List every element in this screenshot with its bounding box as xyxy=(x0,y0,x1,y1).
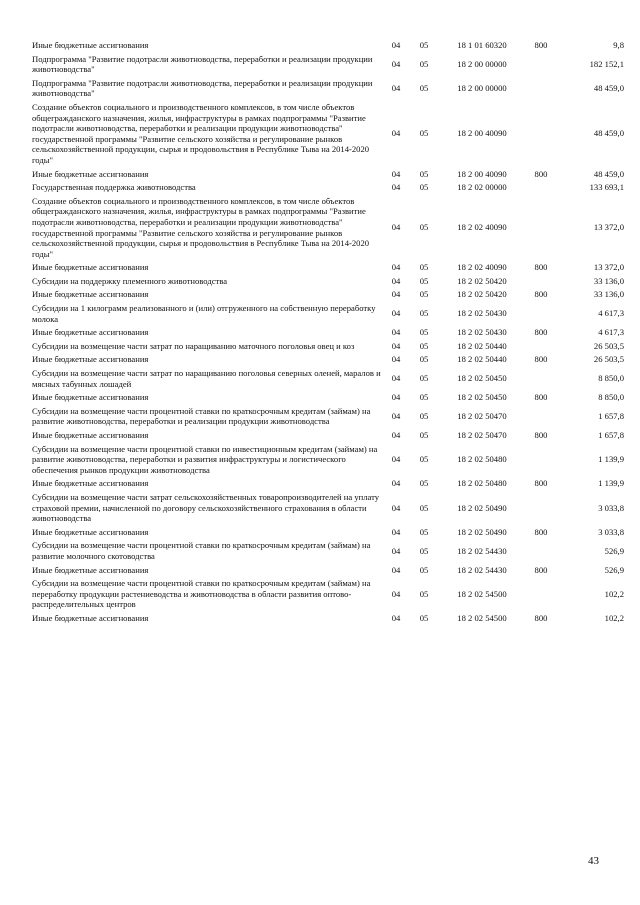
amount: 1 139,9 xyxy=(598,478,624,489)
subsection-code: 05 xyxy=(419,308,429,319)
table-row xyxy=(32,441,624,476)
section-code: 04 xyxy=(391,411,401,422)
table-row xyxy=(32,610,624,624)
amount: 4 617,3 xyxy=(598,327,624,338)
target-article-code: 18 2 02 54430 xyxy=(457,564,507,575)
section-code: 04 xyxy=(391,612,401,623)
expense-type-code xyxy=(526,537,556,561)
row-name: Государственная поддержка животноводства xyxy=(32,182,196,193)
table-row xyxy=(32,40,624,51)
row-name: Иные бюджетные ассигнования xyxy=(32,478,149,489)
amount: 9,8 xyxy=(613,40,624,50)
target-article-code: 18 2 02 50470 xyxy=(457,411,507,422)
amount: 26 503,5 xyxy=(593,354,624,365)
target-article-code: 18 2 02 54500 xyxy=(457,612,507,623)
table-row xyxy=(32,365,624,389)
target-article-code: 18 2 02 40090 xyxy=(457,222,507,233)
subsection-code: 05 xyxy=(419,128,429,139)
table-row xyxy=(32,273,624,287)
subsection-code: 05 xyxy=(419,612,429,623)
section-code: 04 xyxy=(391,275,401,286)
section-code: 04 xyxy=(391,128,401,139)
subsection-code: 05 xyxy=(419,588,429,599)
section-code: 04 xyxy=(391,262,401,273)
target-article-code: 18 2 02 50420 xyxy=(457,275,507,286)
subsection-code: 05 xyxy=(419,275,429,286)
section-code: 04 xyxy=(391,354,401,365)
section-code: 04 xyxy=(391,58,401,69)
row-name: Субсидии на возмещение части процентной ставки по краткосрочным кредитам (займам) на развитие животноводства, переработки и реализации продукции животноводства xyxy=(32,405,371,427)
table-row xyxy=(32,179,624,193)
subsection-code: 05 xyxy=(419,262,429,273)
target-article-code: 18 2 02 40090 xyxy=(457,262,507,273)
expense-type-code xyxy=(526,273,556,287)
target-article-code: 18 1 01 60320 xyxy=(457,40,507,50)
expense-type-code: 800 xyxy=(534,478,548,489)
amount: 4 617,3 xyxy=(598,308,624,319)
row-name: Иные бюджетные ассигнования xyxy=(32,392,149,403)
amount: 102,2 xyxy=(604,612,624,623)
row-name: Субсидии на 1 килограмм реализованного и (или) отгруженного на собственную переработку молока xyxy=(32,303,376,324)
section-code: 04 xyxy=(391,83,401,94)
subsection-code: 05 xyxy=(419,430,429,440)
row-name: Создание объектов социального и производственного комплексов, в том числе объектов общегражданского назначения, жилья, инфраструктуры в рамках подпрограммы "Развитие подотрасли животноводства, переработки и реализации продукции животноводства" государственной программы "Развитие сельского хозяйства и регулирование рынков сельскохозяйственной продукции, сырья и продовольствия в Республике Тыва на 2014-2020 годы" xyxy=(32,195,370,259)
amount: 48 459,0 xyxy=(593,128,624,139)
section-code: 04 xyxy=(391,222,401,233)
target-article-code: 18 2 02 50490 xyxy=(457,526,507,537)
row-name: Субсидии на возмещение части процентной ставки по краткосрочным кредитам (займам) на переработку продукции растениеводства и животноводства в области развития оптово-распределительных центров xyxy=(32,578,371,610)
section-code: 04 xyxy=(391,289,401,300)
amount: 526,9 xyxy=(604,564,624,575)
table-row xyxy=(32,324,624,338)
subsection-code: 05 xyxy=(419,340,429,351)
amount: 48 459,0 xyxy=(593,168,624,179)
section-code: 04 xyxy=(391,564,401,575)
expense-type-code xyxy=(526,193,556,260)
row-name: Подпрограмма "Развитие подотрасли животноводства, переработки и реализации продукции животноводства" xyxy=(32,77,373,99)
section-code: 04 xyxy=(391,392,401,403)
table-row xyxy=(32,51,624,75)
amount: 1 657,8 xyxy=(598,430,624,440)
amount: 8 850,0 xyxy=(598,373,624,384)
amount: 33 136,0 xyxy=(593,289,624,300)
target-article-code: 18 2 02 50430 xyxy=(457,327,507,338)
table-row xyxy=(32,537,624,561)
amount: 526,9 xyxy=(604,545,624,556)
expense-type-code: 800 xyxy=(534,564,548,575)
amount: 8 850,0 xyxy=(598,392,624,403)
expense-type-code xyxy=(526,75,556,99)
row-name: Иные бюджетные ассигнования xyxy=(32,168,149,179)
target-article-code: 18 2 02 50480 xyxy=(457,478,507,489)
section-code: 04 xyxy=(391,182,401,193)
target-article-code: 18 2 00 00000 xyxy=(457,58,507,69)
target-article-code: 18 2 00 00000 xyxy=(457,83,507,94)
target-article-code: 18 2 02 50470 xyxy=(457,430,507,440)
section-code: 04 xyxy=(391,340,401,351)
amount: 3 033,8 xyxy=(598,502,624,513)
subsection-code: 05 xyxy=(419,502,429,513)
target-article-code: 18 2 02 50490 xyxy=(457,502,507,513)
table-row xyxy=(32,259,624,273)
amount: 48 459,0 xyxy=(593,83,624,94)
expense-type-code xyxy=(526,51,556,75)
target-article-code: 18 2 00 40090 xyxy=(457,168,507,179)
page-number: 43 xyxy=(588,855,599,867)
subsection-code: 05 xyxy=(419,168,429,179)
expense-type-code xyxy=(526,179,556,193)
subsection-code: 05 xyxy=(419,289,429,300)
expense-type-code: 800 xyxy=(534,40,548,50)
table-row xyxy=(32,75,624,99)
target-article-code: 18 2 02 00000 xyxy=(457,182,507,193)
row-name: Субсидии на поддержку племенного животноводства xyxy=(32,275,228,286)
subsection-code: 05 xyxy=(419,222,429,233)
target-article-code: 18 2 02 50420 xyxy=(457,289,507,300)
row-name: Иные бюджетные ассигнования xyxy=(32,327,149,338)
amount: 1 657,8 xyxy=(598,411,624,422)
subsection-code: 05 xyxy=(419,545,429,556)
target-article-code: 18 2 02 54430 xyxy=(457,545,507,556)
amount: 102,2 xyxy=(604,588,624,599)
target-article-code: 18 2 02 54500 xyxy=(457,588,507,599)
table-row xyxy=(32,403,624,427)
row-name: Иные бюджетные ассигнования xyxy=(32,289,149,300)
subsection-code: 05 xyxy=(419,83,429,94)
expense-type-code xyxy=(526,403,556,427)
subsection-code: 05 xyxy=(419,327,429,338)
amount: 26 503,5 xyxy=(593,340,624,351)
expense-type-code: 800 xyxy=(534,262,548,273)
row-name: Подпрограмма "Развитие подотрасли животноводства, переработки и реализации продукции животноводства" xyxy=(32,53,373,75)
table-row xyxy=(32,99,624,166)
expense-type-code: 800 xyxy=(534,430,548,440)
subsection-code: 05 xyxy=(419,40,429,50)
table-row xyxy=(32,166,624,180)
budget-table-body xyxy=(32,40,624,624)
subsection-code: 05 xyxy=(419,354,429,365)
section-code: 04 xyxy=(391,430,401,440)
amount: 1 139,9 xyxy=(598,454,624,465)
section-code: 04 xyxy=(391,588,401,599)
amount: 133 693,1 xyxy=(589,182,624,193)
expense-type-code xyxy=(526,365,556,389)
subsection-code: 05 xyxy=(419,564,429,575)
table-row xyxy=(32,300,624,324)
section-code: 04 xyxy=(391,478,401,489)
subsection-code: 05 xyxy=(419,526,429,537)
target-article-code: 18 2 02 50450 xyxy=(457,392,507,403)
row-name: Субсидии на возмещение части процентной ставки по инвестиционным кредитам (займам) на развитие животноводства, переработки и развития инфраструктуры и логистического обеспечения рынков продукции животноводства xyxy=(32,443,378,475)
subsection-code: 05 xyxy=(419,373,429,384)
section-code: 04 xyxy=(391,40,401,50)
target-article-code: 18 2 02 50430 xyxy=(457,308,507,319)
expense-type-code: 800 xyxy=(534,327,548,338)
expense-type-code xyxy=(526,489,556,524)
expense-type-code: 800 xyxy=(534,392,548,403)
amount: 13 372,0 xyxy=(593,222,624,233)
row-name: Иные бюджетные ассигнования xyxy=(32,564,149,575)
subsection-code: 05 xyxy=(419,392,429,403)
section-code: 04 xyxy=(391,545,401,556)
amount: 33 136,0 xyxy=(593,275,624,286)
target-article-code: 18 2 02 50440 xyxy=(457,354,507,365)
target-article-code: 18 2 02 50450 xyxy=(457,373,507,384)
subsection-code: 05 xyxy=(419,58,429,69)
row-name: Иные бюджетные ассигнования xyxy=(32,612,149,623)
section-code: 04 xyxy=(391,373,401,384)
table-row xyxy=(32,286,624,300)
expense-type-code xyxy=(526,575,556,610)
expense-type-code: 800 xyxy=(534,526,548,537)
section-code: 04 xyxy=(391,327,401,338)
row-name: Иные бюджетные ассигнования xyxy=(32,40,149,50)
target-article-code: 18 2 02 50480 xyxy=(457,454,507,465)
table-row xyxy=(32,427,624,441)
table-row xyxy=(32,489,624,524)
expense-type-code xyxy=(526,300,556,324)
section-code: 04 xyxy=(391,454,401,465)
row-name: Субсидии на возмещение части затрат по наращиванию поголовья северных оленей, маралов и мясных табунных лошадей xyxy=(32,368,381,389)
table-row xyxy=(32,193,624,260)
expense-type-code xyxy=(526,441,556,476)
row-name: Иные бюджетные ассигнования xyxy=(32,430,149,440)
amount: 182 152,1 xyxy=(589,58,624,69)
row-name: Иные бюджетные ассигнования xyxy=(32,262,149,273)
section-code: 04 xyxy=(391,526,401,537)
expense-type-code: 800 xyxy=(534,354,548,365)
section-code: 04 xyxy=(391,308,401,319)
table-row xyxy=(32,562,624,576)
subsection-code: 05 xyxy=(419,454,429,465)
row-name: Субсидии на возмещение части процентной ставки по краткосрочным кредитам (займам) на развитие молочного скотоводства xyxy=(32,540,371,561)
target-article-code: 18 2 00 40090 xyxy=(457,128,507,139)
row-name: Создание объектов социального и производственного комплексов, в том числе объектов общегражданского назначения, жилья, инфраструктуры в рамках подпрограммы "Развитие подотрасли животноводства, переработки и реализации продукции животноводства" государственной программы "Развитие сельского хозяйства и регулирование рынков сельскохозяйственной продукции, сырья и продовольствия в Республике Тыва на 2014-2020 годы" xyxy=(32,101,370,165)
section-code: 04 xyxy=(391,168,401,179)
amount: 3 033,8 xyxy=(598,526,624,537)
row-name: Иные бюджетные ассигнования xyxy=(32,354,149,365)
subsection-code: 05 xyxy=(419,478,429,489)
budget-table xyxy=(32,40,624,624)
expense-type-code: 800 xyxy=(534,612,548,623)
table-row xyxy=(32,389,624,403)
target-article-code: 18 2 02 50440 xyxy=(457,340,507,351)
section-code: 04 xyxy=(391,502,401,513)
row-name: Субсидии на возмещение части затрат по наращиванию маточного поголовья овец и коз xyxy=(32,340,355,351)
table-row xyxy=(32,351,624,365)
table-row xyxy=(32,575,624,610)
expense-type-code: 800 xyxy=(534,168,548,179)
row-name: Субсидии на возмещение части затрат сельскохозяйственных товаропроизводителей на уплату страховой премии, начисленной по договору сельскохозяйственного страхования в области животноводства xyxy=(32,491,380,524)
table-row xyxy=(32,475,624,489)
expense-type-code xyxy=(526,99,556,166)
subsection-code: 05 xyxy=(419,182,429,193)
table-row xyxy=(32,524,624,538)
table-row xyxy=(32,338,624,352)
amount: 13 372,0 xyxy=(593,262,624,273)
expense-type-code: 800 xyxy=(534,289,548,300)
subsection-code: 05 xyxy=(419,411,429,422)
expense-type-code xyxy=(526,338,556,352)
row-name: Иные бюджетные ассигнования xyxy=(32,526,149,537)
